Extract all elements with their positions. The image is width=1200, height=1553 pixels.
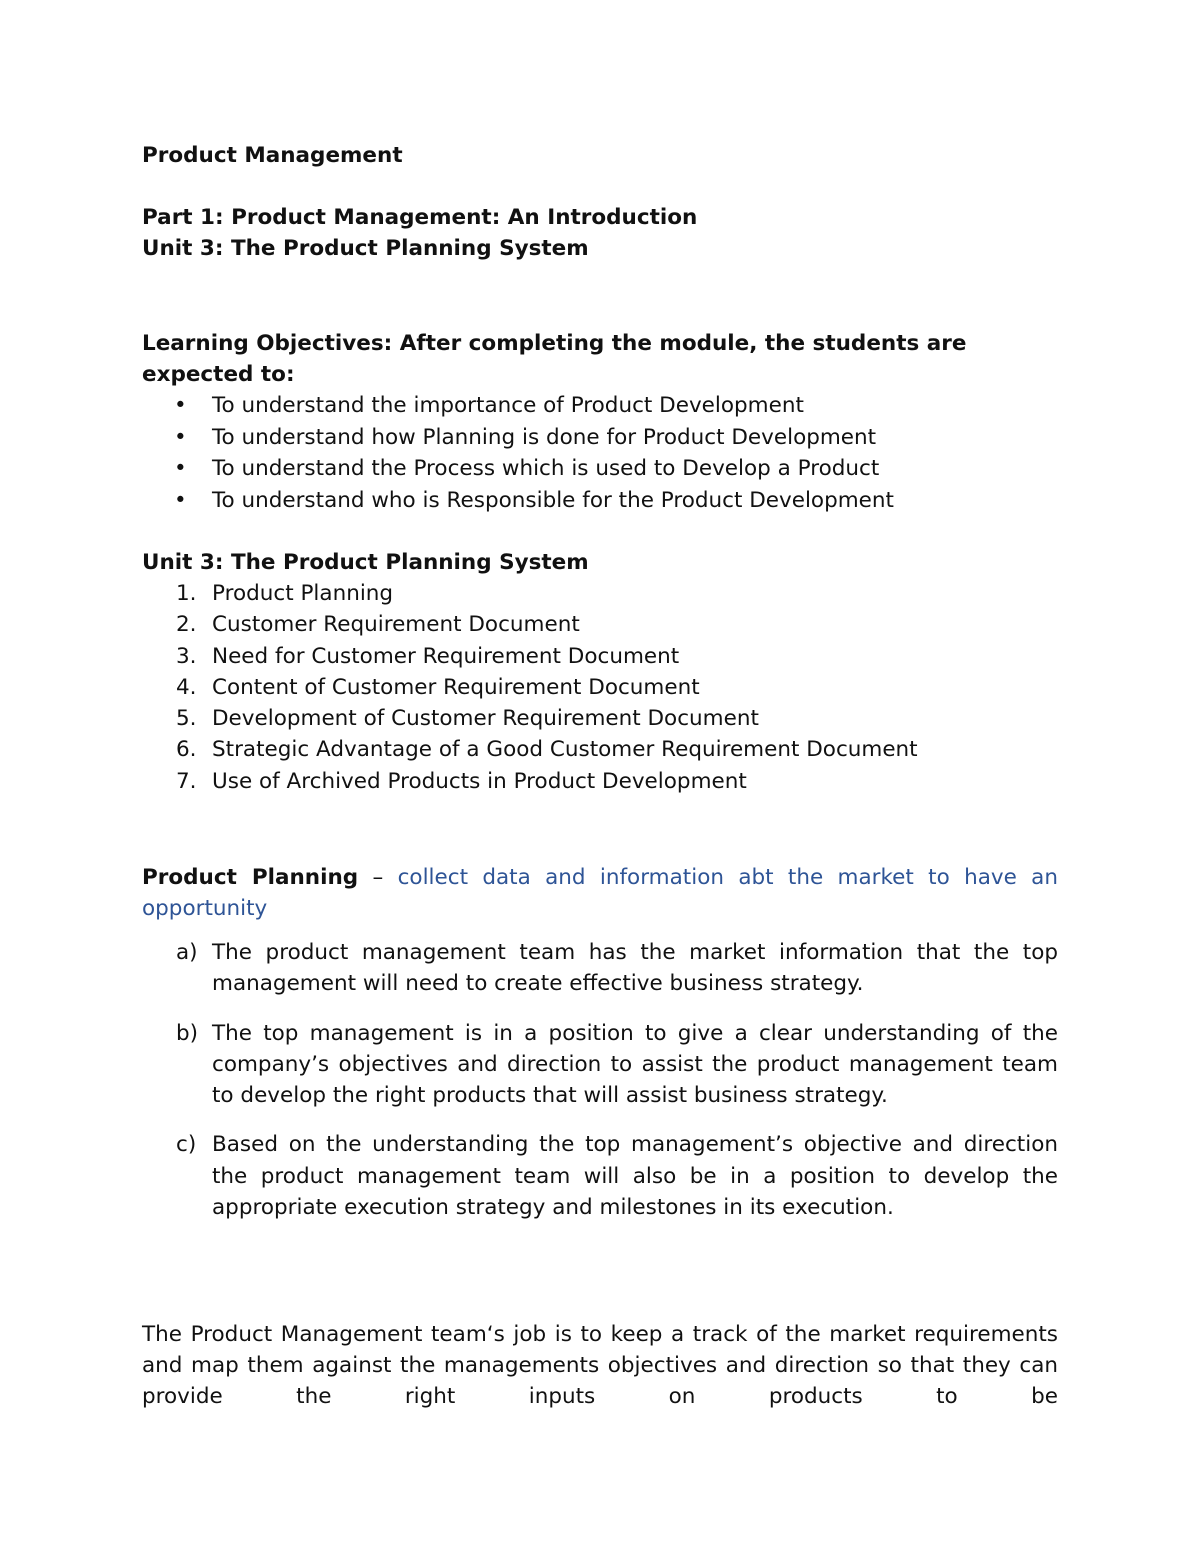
topic-item: 6. Strategic Advantage of a Good Customer Requirement Document [176,737,918,763]
planning-point: b) The top management is in a position to give a clear understanding of the company’s objectives and direction to assist the product management team to develop the right products that will assist business strategy. [176,1020,1058,1109]
topic-item: 2. Customer Requirement Document [176,612,580,638]
objective-item: • To understand the importance of Product Development [142,390,1058,422]
objective-item: • To understand who is Responsible for the Product Development [142,485,1058,517]
unit-topics-heading: Unit 3: The Product Planning System [142,550,589,575]
topic-item: 4. Content of Customer Requirement Document [176,674,700,700]
unit-heading: Unit 3: The Product Planning System [142,236,589,261]
planning-term: Product Planning [142,865,359,890]
unit-topics [142,547,1058,797]
planning-point: a) The product management team has the market information that the top management will need to create effective business strategy. [176,940,1058,997]
objective-item: • To understand how Planning is done for Product Development [142,422,1058,454]
product-planning-definition: Product Planning – collect data and information abt the market to have an opportunity [142,865,1058,921]
topic-item: 1. Product Planning [176,581,394,606]
topic-item: 3. Need for Customer Requirement Document [176,643,680,669]
part-heading: Part 1: Product Management: An Introduction [142,205,698,230]
closing-paragraph: The Product Management team‘s job is to keep a track of the market requirements and map them against the managements objectives and direction so that they can provide the right inputs on products to be [142,1322,1058,1409]
objective-item: • To understand the Process which is used to Develop a Product [142,453,1058,485]
planning-points [142,937,1058,1223]
planning-note: collect data and information abt the market to have an opportunity [142,865,1058,921]
objectives-heading: Learning Objectives: After completing the module, the students are expected to: [142,331,967,387]
topic-item: 5. Development of Customer Requirement Document [176,706,759,732]
document-title: Product Management [142,143,403,168]
topic-item: 7. Use of Archived Products in Product Development [176,768,747,794]
learning-objectives [142,328,1058,516]
planning-point: c) Based on the understanding the top management’s objective and direction the product management team will also be in a position to develop the appropriate execution strategy and milestones in its execution. [176,1132,1058,1221]
